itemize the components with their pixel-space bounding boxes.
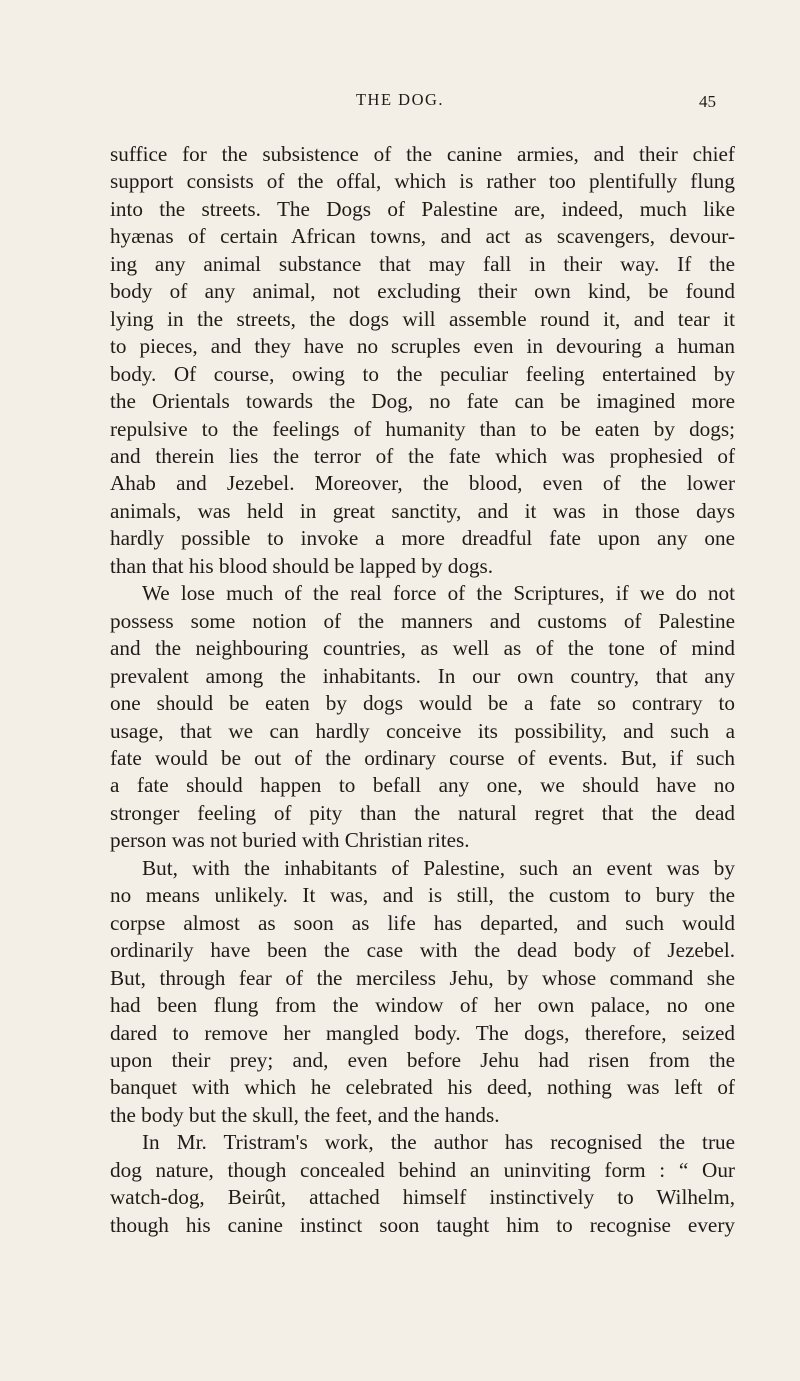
text-line: than that his blood should be lapped by dogs. xyxy=(110,553,494,578)
text-line: a fate should happen to befall any one, we should have no xyxy=(110,773,735,798)
text-line: stronger feeling of pity than the natural regret that the dead xyxy=(110,800,735,825)
running-head: THE DOG. xyxy=(355,90,445,109)
text-line: upon their prey; and, even before Jehu had risen from the xyxy=(110,1047,735,1072)
text-line: dared to remove her mangled body. The dogs, therefore, seized xyxy=(110,1020,735,1045)
text-line: But, through fear of the merciless Jehu, by whose command she xyxy=(110,965,735,990)
text-line: body. Of course, owing to the peculiar feeling entertained by xyxy=(110,361,735,386)
text-line: hardly possible to invoke a more dreadful fate upon any one xyxy=(110,526,735,551)
text-line: one should be eaten by dogs would be a fate so contrary to xyxy=(110,691,735,716)
text-line: though his canine instinct soon taught him to recognise every xyxy=(110,1212,735,1237)
text-line: repulsive to the feelings of humanity than to be eaten by dogs; xyxy=(110,416,735,441)
text-line: animals, was held in great sanctity, and it was in those days xyxy=(110,498,735,523)
text-line: ordinarily have been the case with the dead body of Jezebel. xyxy=(110,938,735,963)
text-line: and therein lies the terror of the fate which was prophesied of xyxy=(110,443,735,468)
text-line: the body but the skull, the feet, and the hands. xyxy=(110,1102,500,1127)
text-line: watch-dog, Beirût, attached himself instinctively to Wilhelm, xyxy=(110,1185,735,1210)
text-line: had been flung from the window of her own palace, no one xyxy=(110,993,735,1018)
text-line: person was not buried with Christian rites. xyxy=(110,828,470,853)
text-line: fate would be out of the ordinary course of events. But, if such xyxy=(110,745,735,770)
text-line: into the streets. The Dogs of Palestine are, indeed, much like xyxy=(110,196,735,221)
text-line: But, with the inhabitants of Palestine, such an event was by xyxy=(142,855,735,880)
text-line: the Orientals towards the Dog, no fate can be imagined more xyxy=(110,389,735,414)
text-line: In Mr. Tristram's work, the author has recognised the true xyxy=(142,1130,735,1155)
page-header xyxy=(0,86,800,116)
text-line: ing any animal substance that may fall in their way. If the xyxy=(110,251,735,276)
text-line: support consists of the offal, which is rather too plentifully flung xyxy=(110,169,735,194)
text-line: lying in the streets, the dogs will assemble round it, and tear it xyxy=(110,306,735,331)
text-line: corpse almost as soon as life has departed, and such would xyxy=(110,910,735,935)
text-line: prevalent among the inhabitants. In our own country, that any xyxy=(110,663,735,688)
text-line: suffice for the subsistence of the canine armies, and their chief xyxy=(110,142,735,166)
text-line: body of any animal, not excluding their own kind, be found xyxy=(110,279,735,304)
text-line: and the neighbouring countries, as well as of the tone of mind xyxy=(110,636,735,661)
text-line: no means unlikely. It was, and is still, the custom to bury the xyxy=(110,883,735,908)
page-number: 45 xyxy=(699,92,716,111)
text-line: to pieces, and they have no scruples even in devouring a human xyxy=(110,334,735,359)
text-line: banquet with which he celebrated his deed, nothing was left of xyxy=(110,1075,735,1100)
text-line: possess some notion of the manners and customs of Palestine xyxy=(110,608,735,633)
body-text xyxy=(110,141,735,1239)
text-line: We lose much of the real force of the Scriptures, if we do not xyxy=(142,581,735,606)
text-line: dog nature, though concealed behind an uninviting form : “ Our xyxy=(110,1157,735,1182)
text-line: usage, that we can hardly conceive its possibility, and such a xyxy=(110,718,735,743)
text-line: Ahab and Jezebel. Moreover, the blood, even of the lower xyxy=(110,471,735,496)
text-line: hyænas of certain African towns, and act as scavengers, devour- xyxy=(110,224,735,249)
